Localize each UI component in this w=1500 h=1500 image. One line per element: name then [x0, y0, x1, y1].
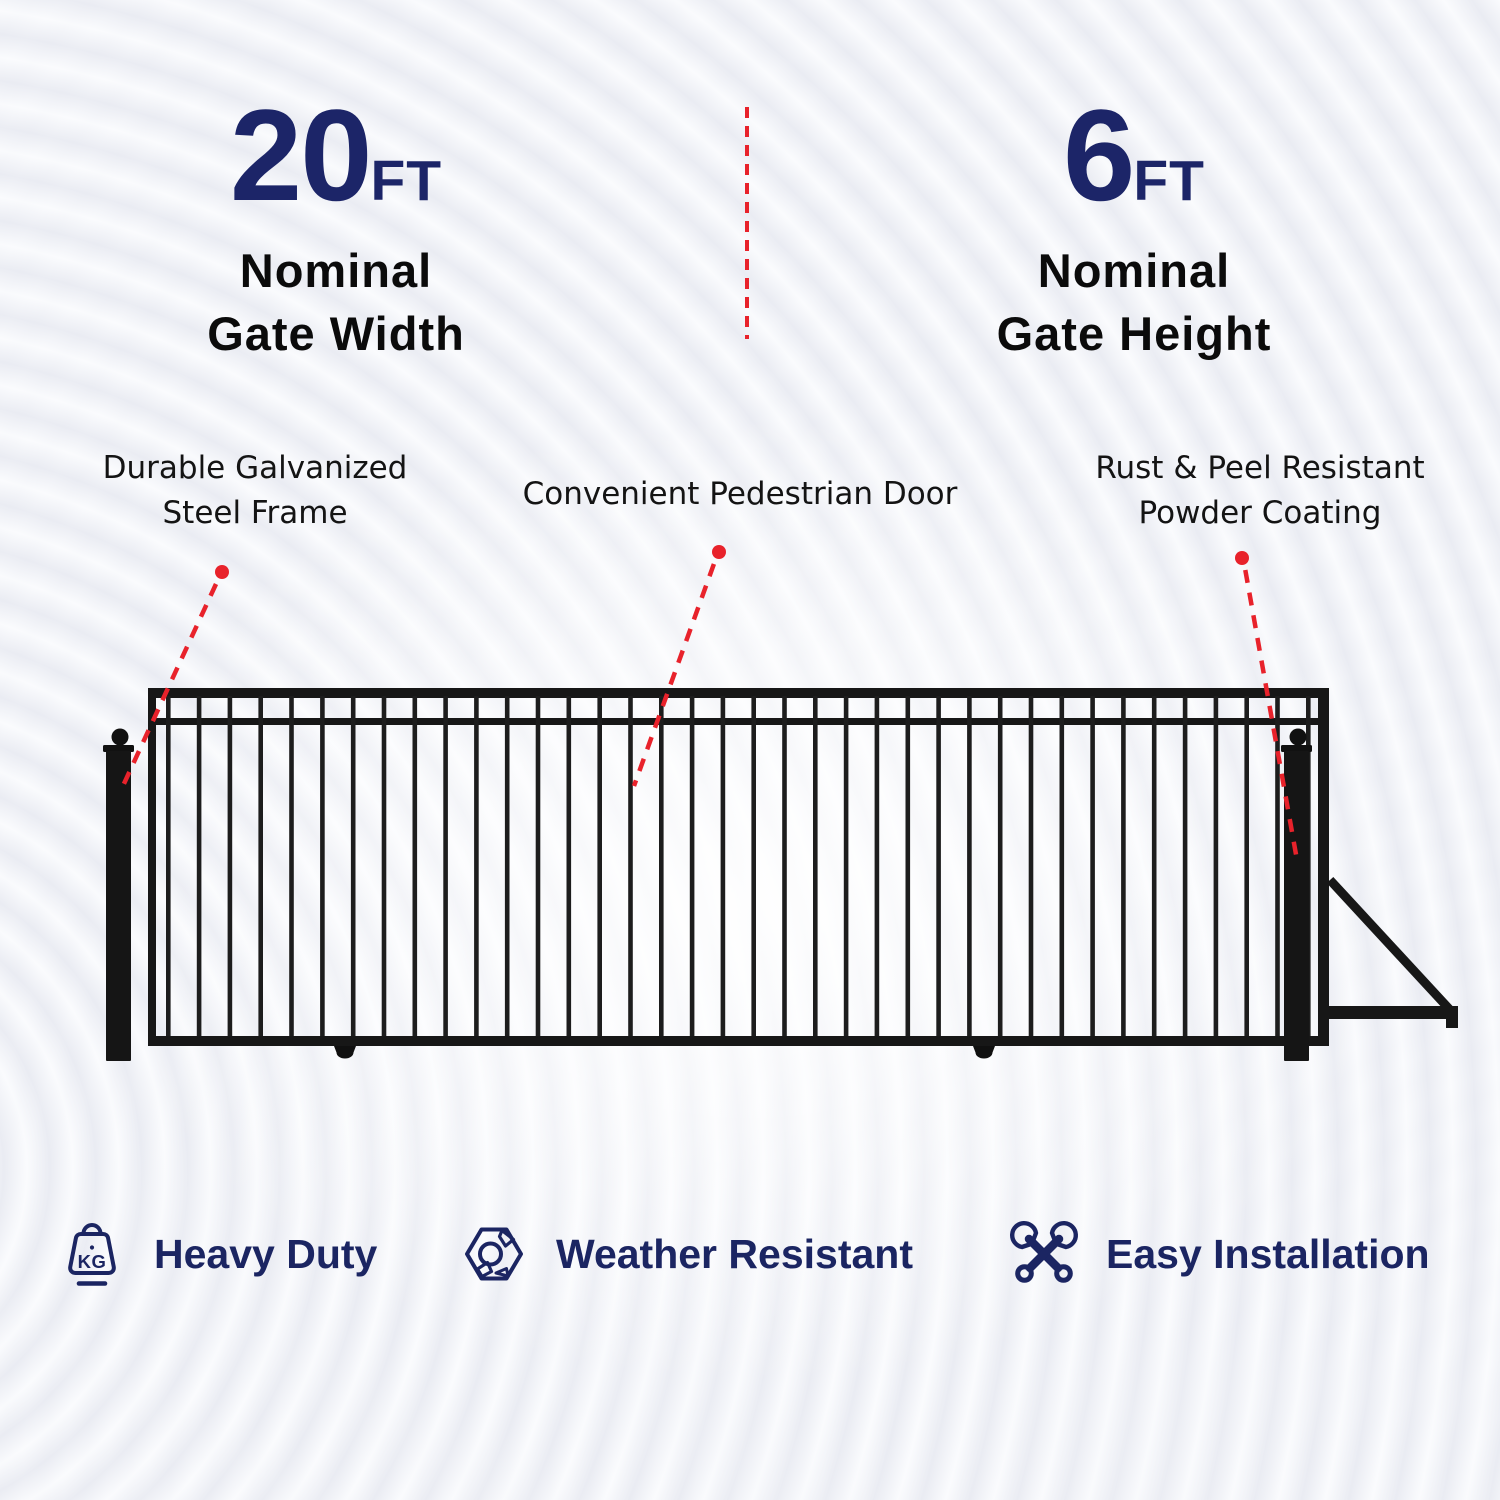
callout-leader-line: [634, 564, 714, 786]
gate-picket-bar: [875, 696, 880, 1036]
gate-picket-bar: [782, 696, 787, 1036]
callout-powder-coating-line1: Rust & Peel Resistant: [1095, 450, 1425, 486]
gate-wheel: [334, 1046, 356, 1059]
svg-text:KG: KG: [77, 1251, 107, 1272]
gate-right-frame-edge: [1318, 688, 1329, 1046]
gate-support-strut: [1330, 880, 1452, 1012]
gate-picket-bar: [1152, 696, 1157, 1036]
gate-height-label-line2: Gate Height: [996, 306, 1272, 360]
gate-picket-bar: [1090, 696, 1095, 1036]
gate-width-label-line2: Gate Width: [207, 306, 465, 360]
gate-picket-bar: [320, 696, 325, 1036]
callout-pedestrian-door-line1: Convenient Pedestrian Door: [522, 476, 958, 512]
gate-picket-bar: [289, 696, 294, 1036]
gate-wheel: [973, 1046, 995, 1059]
feature-weather-resistant: [458, 1216, 913, 1292]
gate-picket-bar: [505, 696, 510, 1036]
gate-picket-bar: [197, 696, 202, 1036]
gate-support-foot: [1446, 1006, 1458, 1028]
gate-picket-bar: [474, 696, 479, 1036]
gate-left-post-cap: [103, 745, 134, 752]
gate-width-label-line1: Nominal: [239, 244, 433, 297]
gate-width-unit: FT: [370, 149, 443, 213]
gate-width-number: 20: [229, 82, 371, 228]
gate-bottom-rail: [152, 1036, 1318, 1046]
callout-steel-frame-line1: Durable Galvanized: [102, 450, 408, 486]
callout-dot: [712, 545, 726, 559]
gate-left-post: [106, 751, 131, 1061]
gate-right-post-cap: [1281, 745, 1312, 752]
gate-picket-bar: [998, 696, 1003, 1036]
gate-picket-bar: [536, 696, 541, 1036]
gate-picket-bar: [351, 696, 356, 1036]
gate-picket-bar: [844, 696, 849, 1036]
gate-picket-bar: [813, 696, 818, 1036]
gate-picket-bar: [166, 696, 171, 1036]
gate-left-frame-edge: [148, 688, 156, 1046]
gate-picket-bar: [1121, 696, 1126, 1036]
gate-picket-bar: [228, 696, 233, 1036]
gate-picket-bar: [967, 696, 972, 1036]
kg-weight-icon: [56, 1218, 128, 1290]
feature-weather-resistant-label: Weather Resistant: [556, 1230, 913, 1277]
gate-picket-bar: [690, 696, 695, 1036]
gate-picket-bar: [1275, 696, 1280, 1036]
gate-height-number: 6: [1063, 82, 1134, 228]
feature-easy-installation-label: Easy Installation: [1106, 1230, 1430, 1277]
gate-height-label-line1: Nominal: [1037, 244, 1231, 297]
gate-top-rail: [148, 688, 1329, 698]
callout-dot: [215, 565, 229, 579]
gate-picket-bar: [906, 696, 911, 1036]
gate-picket-bar: [628, 696, 633, 1036]
gate-picket-bar: [1244, 696, 1249, 1036]
gate-picket-bar: [1029, 696, 1034, 1036]
gate-picket-bar: [382, 696, 387, 1036]
gate-picket-bar: [659, 696, 664, 1036]
gate-height-unit: FT: [1133, 149, 1205, 213]
feature-heavy-duty: [56, 1216, 377, 1292]
gate-picket-bar: [597, 696, 602, 1036]
gate-second-rail: [152, 718, 1318, 725]
gate-picket-bar: [1183, 696, 1188, 1036]
feature-heavy-duty-label: Heavy Duty: [154, 1230, 378, 1277]
crossed-tools-icon: [1008, 1218, 1080, 1290]
callout-dot: [1235, 551, 1249, 565]
callout-powder-coating-line2: Powder Coating: [1138, 494, 1382, 531]
gate-picket-bar: [751, 696, 756, 1036]
gate-support-base: [1326, 1006, 1458, 1019]
gate-picket-bar: [413, 696, 418, 1036]
gate-picket-bar: [1214, 696, 1219, 1036]
gate-picket-bar: [1060, 696, 1065, 1036]
gate-picket-bar: [936, 696, 941, 1036]
gate-picket-bar: [567, 696, 572, 1036]
gate-picket-bar: [721, 696, 726, 1036]
hex-nut-icon: [458, 1218, 530, 1290]
feature-easy-installation: [1008, 1216, 1430, 1292]
gate-left-post-finial: [112, 729, 129, 746]
gate-right-post-finial: [1290, 729, 1307, 746]
callout-steel-frame-line2: Steel Frame: [162, 494, 348, 531]
gate-picket-bar: [258, 696, 263, 1036]
gate-picket-bar: [443, 696, 448, 1036]
